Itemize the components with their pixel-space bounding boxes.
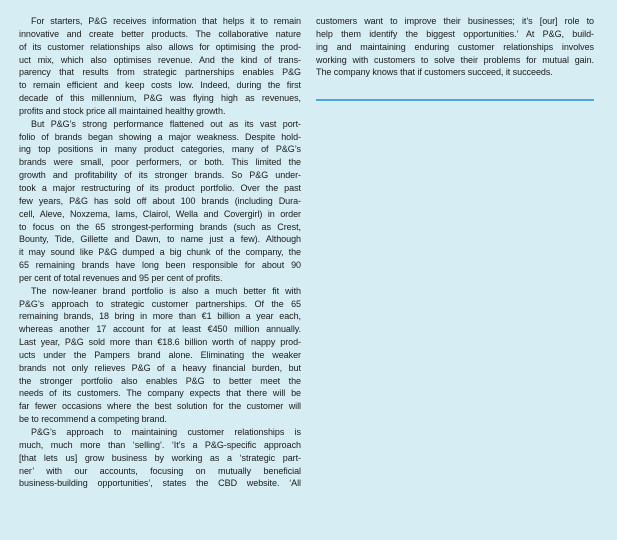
- text-line: 65 remaining brands have long been responsible for about 90: [19, 260, 301, 271]
- text-line: ner’ with our accounts, focusing on mutually beneficial: [19, 465, 301, 476]
- text-line: to remain efficient and keep costs low. Indeed, during the first: [19, 80, 301, 91]
- text-line: brands not only relieves P&G of a heavy financial burden, but: [19, 362, 301, 373]
- text-line: per cent of total revenues and 95 per cent of profits.: [19, 272, 223, 283]
- text-line: business-building opportunities’, states the CBD website. ‘All: [19, 478, 301, 489]
- text-line: customers want to improve their businesses; it’s [our] role to: [316, 16, 594, 26]
- text-line: growth and profitability of its stronger brands. So P&G under-: [19, 170, 301, 181]
- paragraph-continued: [316, 15, 594, 79]
- text-line: Last year, P&G sold more than €18.6 billion worth of nappy prod-: [19, 337, 301, 348]
- paragraph-1: [19, 15, 301, 118]
- text-line: The company knows that if customers succeed, it succeeds.: [316, 67, 553, 78]
- text-line: [that lets us] grow business by working as a ‘strategic part-: [19, 452, 301, 463]
- text-line: needs of its customers. The company expects that there will be: [19, 388, 301, 399]
- text-line: ucts under the Pampers brand alone. Eliminating the weaker: [19, 349, 301, 360]
- text-line: of its customer relationships also allows for optimising the prod-: [19, 41, 301, 52]
- right-column: [316, 15, 594, 79]
- paragraph-2: [19, 118, 301, 285]
- text-line: folio of brands began showing a major weakness. Despite hold-: [19, 131, 301, 142]
- text-line: P&G’s approach to maintaining customer relationships is: [31, 427, 301, 437]
- paragraph-3: [19, 285, 301, 426]
- text-line: Bounty, Tide, Gillette and Dawn, to name just a few). Although: [19, 234, 301, 245]
- text-line: be to recommend a competing brand.: [19, 414, 167, 425]
- text-line: far fewer occasions where the best solution for the customer will: [19, 401, 301, 412]
- text-line: the stronger portfolio also enables P&G to better meet the: [19, 375, 301, 386]
- text-line: For starters, P&G receives information that helps it to remain: [31, 16, 301, 26]
- section-divider: [316, 99, 594, 101]
- text-line: profits and stock price all maintained healthy growth.: [19, 105, 226, 116]
- text-line: to focus on the 65 strongest-performing brands (such as Crest,: [19, 221, 301, 232]
- text-line: whereas another 17 account for at least €450 million annually.: [19, 324, 301, 335]
- text-line: brands were small, poor performers, or both. This limited the: [19, 157, 301, 168]
- text-line: uct mix, which also optimises revenue. And the kind of trans-: [19, 54, 301, 65]
- paragraph-4: [19, 426, 301, 490]
- text-line: help them identify the biggest opportunities.’ At P&G, build-: [316, 28, 594, 39]
- text-line: cell, Aleve, Noxzema, Iams, Clairol, Wella and Covergirl) in order: [19, 208, 301, 219]
- text-line: working with customers to solve their problems for mutual gain.: [316, 54, 594, 65]
- text-line: remaining brands, 18 bring in more than €1 billion a year each,: [19, 311, 301, 322]
- text-line: took a major restructuring of its product portfolio. Over the past: [19, 182, 301, 193]
- text-line: innovative and create better products. The collaborative nature: [19, 28, 301, 39]
- text-line: few years, P&G has sold off about 100 brands (including Dura-: [19, 195, 301, 206]
- text-line: ing top positions in many product categories, many of P&G’s: [19, 144, 301, 155]
- text-line: But P&G’s strong performance flattened out as its vast port-: [31, 118, 301, 129]
- text-line: decade of this millennium, P&G was flying high as revenues,: [19, 93, 301, 104]
- text-line: The now-leaner brand portfolio is also a much better fit with: [31, 285, 301, 296]
- text-line: it may sound like P&G dumped a big chunk of the company, the: [19, 247, 301, 258]
- text-line: ing and maintaining enduring customer relationships involves: [316, 41, 594, 52]
- text-line: P&G’s approach to strategic customer partnerships. Of the 65: [19, 298, 301, 309]
- text-line: parency that results from strategic partnerships enables P&G: [19, 67, 301, 78]
- text-line: much, much more than ‘selling’. ‘It’s a P&G-specific approach: [19, 439, 301, 450]
- left-column: [19, 15, 301, 490]
